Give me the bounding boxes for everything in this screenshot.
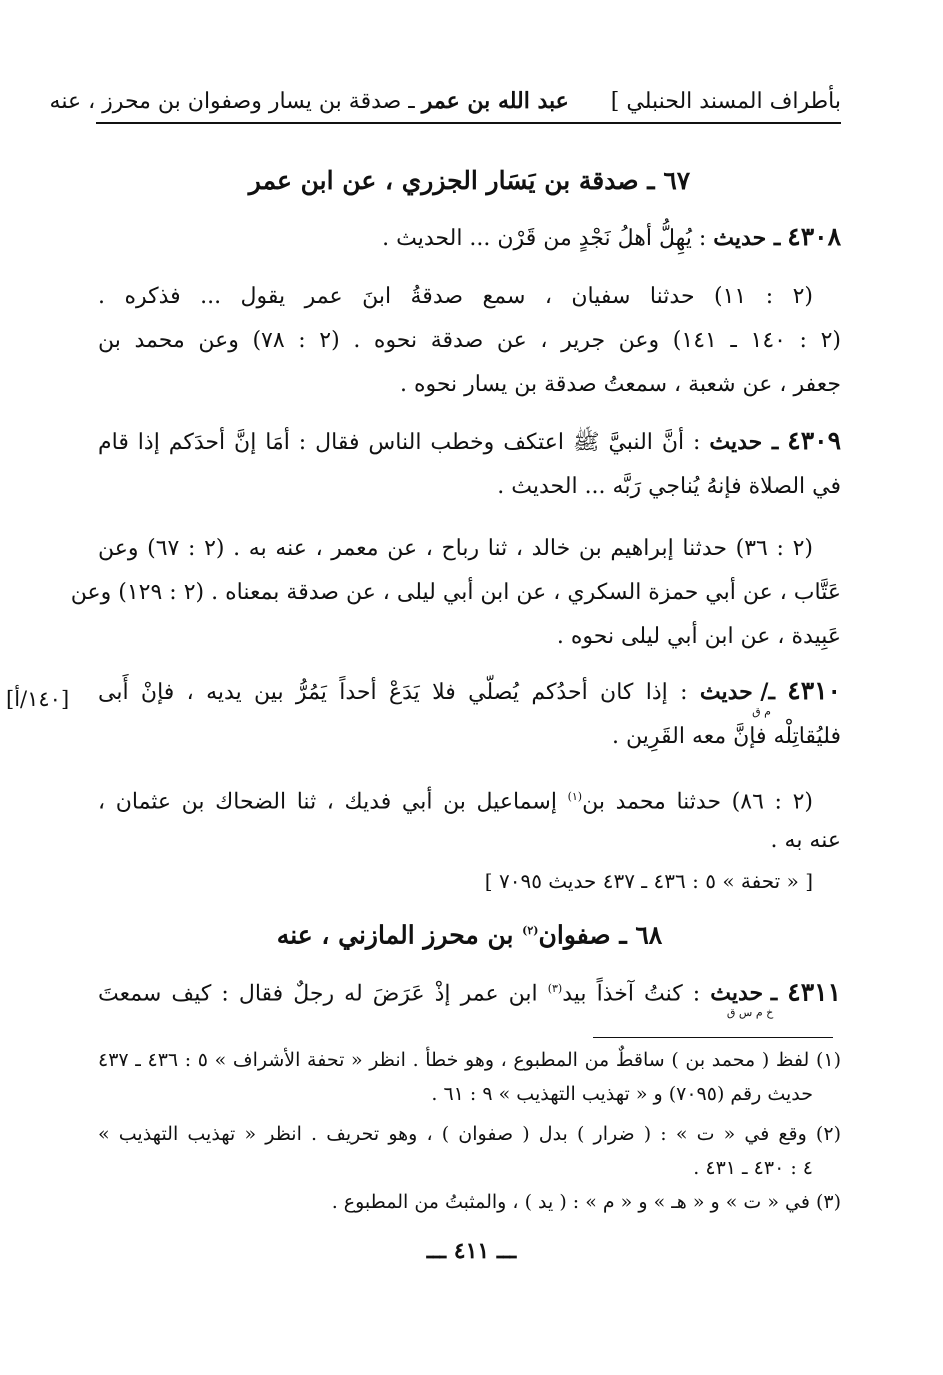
hadith-label-text: ـ حديث xyxy=(710,980,778,1007)
isnad-line xyxy=(98,782,813,817)
hadith-label: ـ حديث xyxy=(709,429,779,455)
footnote-1: (١) لفظ ( محمد بن ) ساقطٌ من المطبوع ، وهو خطأ . انظر « تحفة الأشراف » ٥ : ٤٣٦ ـ ٤٣٧ xyxy=(98,1049,842,1071)
hadith-number: ٤٣١٠ xyxy=(787,676,841,705)
running-header xyxy=(49,86,841,117)
footnote-2: (٢) وقع في « ت » : ( ضرار ) بدل ( صفوان ) ، وهو تحريف . انظر « تهذيب التهذيب » xyxy=(98,1123,841,1145)
footnote-marker: (٢) xyxy=(522,924,539,937)
hadith-number: ٤٣٠٨ xyxy=(787,222,841,251)
header-narrator: عبد الله بن عمر xyxy=(421,88,569,114)
isnad-line: عَتَّاب ، عن أبي حمزة السكري ، عن ابن أبي ليلى ، عن صدقة بمعناه . (٢ : ١٢٩) وعن xyxy=(70,580,841,605)
header-rule xyxy=(96,122,841,124)
footnote-marker: (٣) xyxy=(547,982,563,995)
hadith-number: ٤٣٠٩ xyxy=(787,426,842,455)
isnad-text: (٢ : ٨٦) حدثنا محمد بن xyxy=(582,789,813,815)
hadith-text: : إذا كان أحدُكم يُصلّي فلا يَدَعْ أحداً يَمُرُّ بين يديه ، فإنْ أَبى xyxy=(98,680,688,705)
section-heading-68 xyxy=(98,914,841,952)
header-chapter: ـ صدقة بن يسار وصفوان بن محرز ، عنه xyxy=(49,89,415,114)
tuhfa-reference: [ « تحفة » ٥ : ٤٣٦ ـ ٤٣٧ حديث ٧٠٩٥ ] xyxy=(484,869,813,893)
page-number: ـــ ٤١١ ـــ xyxy=(426,1238,517,1264)
hadith-4308 xyxy=(98,222,841,254)
hadith-label xyxy=(710,978,778,1020)
footnote-1-cont: حديث رقم (٧٠٩٥) و « تهذيب التهذيب » ٩ : ٦١ . xyxy=(431,1083,813,1105)
hadith-text: : أنَّ النبيَّ ﷺ اعتكف وخطب الناس فقال : أمَا إنَّ أحدَكم إذا قام xyxy=(98,430,701,455)
hadith-4309 xyxy=(98,426,841,458)
hadith-4311 xyxy=(98,974,842,1020)
isnad-text: إسماعيل بن أبي فديك ، ثنا الضحاك بن عثمان ، xyxy=(98,789,557,815)
footnote-rule xyxy=(593,1037,833,1038)
footnote-marker: (١) xyxy=(567,790,583,803)
isnad-line: (٢ : ١٤٠ ـ ١٤١) وعن جرير ، عن صدقة نحوه . (٢ : ٧٨) وعن محمد بن xyxy=(98,328,841,353)
section-title: ٦٨ ـ صفوان xyxy=(538,920,663,950)
hadith-label: ـ حديث xyxy=(713,225,781,251)
hadith-4310 xyxy=(98,676,841,718)
hadith-text-line: في الصلاة فإنهُ يُناجي رَبَّه ... الحديث . xyxy=(497,474,841,499)
isnad-line: جعفر ، عن شعبة ، سمعتُ صدقة بن يسار نحوه . xyxy=(399,372,841,397)
hadith-text: : يُهِلُّ أهلُ نَجْدٍ من قَرْن ... الحديث . xyxy=(382,226,707,251)
footnote-2-cont: ٤ : ٤٣٠ ـ ٤٣١ . xyxy=(693,1157,813,1179)
isnad-line: عنه به . xyxy=(770,828,841,853)
isnad-line: (٢ : ٣٦) حدثنا إبراهيم بن خالد ، ثنا رباح ، عن معمر ، عنه به . (٢ : ٦٧) وعن xyxy=(98,536,813,561)
hadith-text-line: فليُقاتِلْه فإنَّ معه القَرِين . xyxy=(612,724,841,749)
section-title: بن محرز المازني ، عنه xyxy=(276,920,514,950)
footnote-3: (٣) في « ت » و « هـ » و « م » : ( يد ) ، والمثبتُ من المطبوع . xyxy=(331,1191,841,1213)
header-book-title: بأطراف المسند الحنبلي ] xyxy=(610,89,841,114)
isnad-line: (٢ : ١١) حدثنا سفيان ، سمع صدقةُ ابنَ عمر يقول ... فذكره . xyxy=(98,284,813,309)
hadith-text: : كنتُ آخذاً بيد xyxy=(562,981,701,1007)
hadith-text: ابن عمر إذْ عَرَضَ له رجلٌ فقال : كيف سمعتَ xyxy=(98,981,538,1007)
isnad-line: عَبِيدة ، عن ابن أبي ليلى نحوه . xyxy=(556,624,841,649)
source-sigla: خ م س ق xyxy=(726,1006,774,1020)
hadith-label-text: ـ/ حديث xyxy=(699,679,775,705)
hadith-label xyxy=(699,677,775,718)
hadith-number: ٤٣١١ xyxy=(787,977,842,1007)
margin-folio-reference: [١٤٠/أ] xyxy=(6,687,70,711)
source-sigla: م ق xyxy=(752,705,771,718)
section-heading-67: ٦٧ ـ صدقة بن يَسَار الجزري ، عن ابن عمر xyxy=(248,166,691,195)
